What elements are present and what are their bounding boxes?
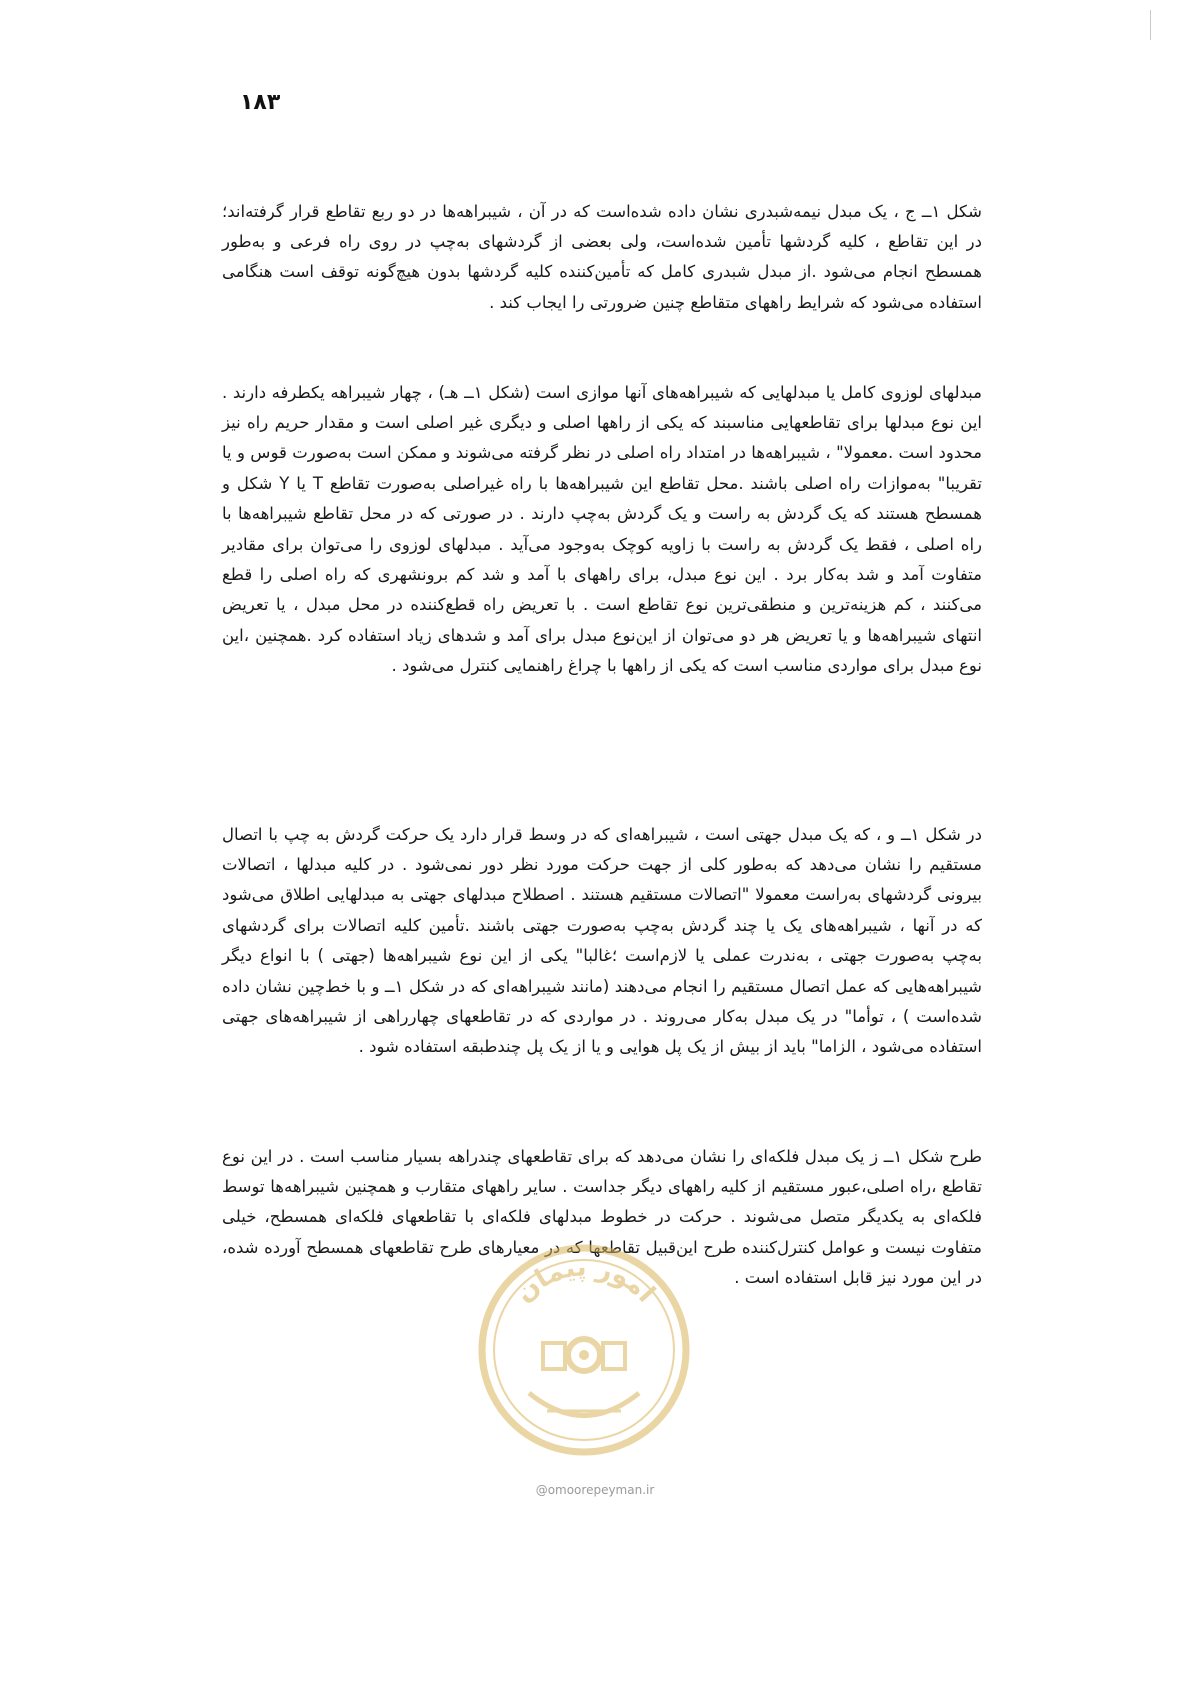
paragraph-directional-interchange: در شکل ۱ــ و ، که یک مبدل جهتی است ، شیبراهه‌ای که در وسط قرار دارد یک حرکت گردش به چپ با اتصال مستقیم را نشان می‌دهد که به‌طور کلی از جهت حرکت مورد نظر دور نمی‌شود . در کلیه مبدلها ، اتصالات بیرونی گردشهای به‌راست معمولا "اتصالات مستقیم هستند . اصطلاح مبدلهای جهتی به مبدلهایی اطلاق می‌شود که در آنها ، شیبراهه‌های یک یا چند گردش به‌چپ به‌صورت جهتی باشند .تأمین کلیه اتصالات برای گردشهای به‌چپ به‌صورت جهتی ، به‌ندرت عملی یا لازم‌است ؛غالبا" یکی از این نوع شیبراهه‌ها (جهتی ) با انواع دیگر شیبراهه‌هایی که عمل اتصال مستقیم را انجام می‌دهند (مانند شیبراهه‌ای که در شکل ۱ــ و با خط‌چین نشان داده شده‌است ) ، توأما" در یک مبدل به‌کار می‌روند . در مواردی که در تقاطعهای چهارراهی از شیبراهه‌های جهتی استفاده می‌شود ، الزاما" باید از بیش از یک پل هوایی و یا از یک پل چندطبقه استفاده شود . (222, 824, 982, 1057)
paragraph-diamond-interchange: مبدلهای لوزوی کامل یا مبدلهایی که شیبراهه‌های آنها موازی است (شکل ۱ــ هـ) ، چهار شیبراهه یکطرفه دارند . این نوع مبدلها برای تقاطعهایی مناسبند که یکی از راهها اصلی و دیگری غیر اصلی است و مقدار حریم راه نیز محدود است .معمولا" ، شیبراهه‌ها در امتداد راه اصلی در نظر گرفته می‌شوند و ممکن است به‌صورت قوس و یا تقریبا" به‌موازات راه اصلی باشند .محل تقاطع این شیبراهه‌ها با راه غیراصلی به‌صورت تقاطع T یا Y شکل و همسطح هستند که یک گردش به راست و یک گردش به‌چپ دارند . در صورتی که در محل تقاطع شیبراهه‌ها با راه اصلی ، فقط یک گردش به راست با زاویه کوچک به‌وجود می‌آید . مبدلهای لوزوی را می‌توان برای مقادیر متفاوت آمد و شد به‌کار برد . این نوع مبدل، برای راههای با آمد و شد کم برونشهری که راه اصلی را قطع می‌کنند ، کم هزینه‌ترین و منطقی‌ترین نوع تقاطع است . با تعریض راه قطع‌کننده در محل مبدل ، یا تعریض انتهای شیبراهه‌ها و یا تعریض هر دو می‌توان از این‌نوع مبدل برای آمد و شدهای زیاد استفاده کرد .همچنین ،این نوع مبدل برای مواردی مناسب است که یکی از راهها با چراغ راهنمایی کنترل می‌شود . (222, 382, 983, 676)
watermark-logo-text: امور پیمان (509, 1252, 661, 1309)
watermark-url: @omoorepeyman.ir (535, 1483, 655, 1497)
watermark-logo (477, 1243, 692, 1458)
page-number: ۱۸۳ (240, 90, 281, 115)
scan-edge-mark (1150, 10, 1151, 40)
paragraph-rotary-interchange: طرح شکل ۱ــ ز یک مبدل فلکه‌ای را نشان می‌دهد که برای تقاطعهای چندراهه بسیار مناسب است . در این نوع تقاطع ،راه اصلی،عبور مستقیم از کلیه راههای دیگر جداست . سایر راههای متقارب و همچنین شیبراهه‌ها توسط فلکه‌ای به یکدیگر متصل می‌شوند . حرکت در خطوط مبدلهای فلکه‌ای با تقاطعهای فلکه‌ای همسطح، خیلی متفاوت نیست و عوامل کنترل‌کننده طرح این‌قبیل تقاطعها که در معیارهای طرح تقاطعهای همسطح آورده شده، در این مورد نیز قابل استفاده است . (222, 1146, 982, 1288)
paragraph-semi-cloverleaf: شکل ۱ــ ج ، یک مبدل نیمه‌شبدری نشان داده شده‌است که در آن ، شیبراهه‌ها در دو ربع تقاطع قرار گرفته‌اند؛ در این تقاطع ، کلیه گردشها تأمین شده‌است، ولی بعضی از گردشهای به‌چپ در روی راه فرعی و به‌طور همسطح انجام می‌شود .از مبدل شبدری کامل که تأمین‌کننده کلیه گردشها بدون هیچ‌گونه توقف است هنگامی استفاده می‌شود که شرایط راههای متقاطع چنین ضرورتی را ایجاب کند . (222, 201, 982, 312)
